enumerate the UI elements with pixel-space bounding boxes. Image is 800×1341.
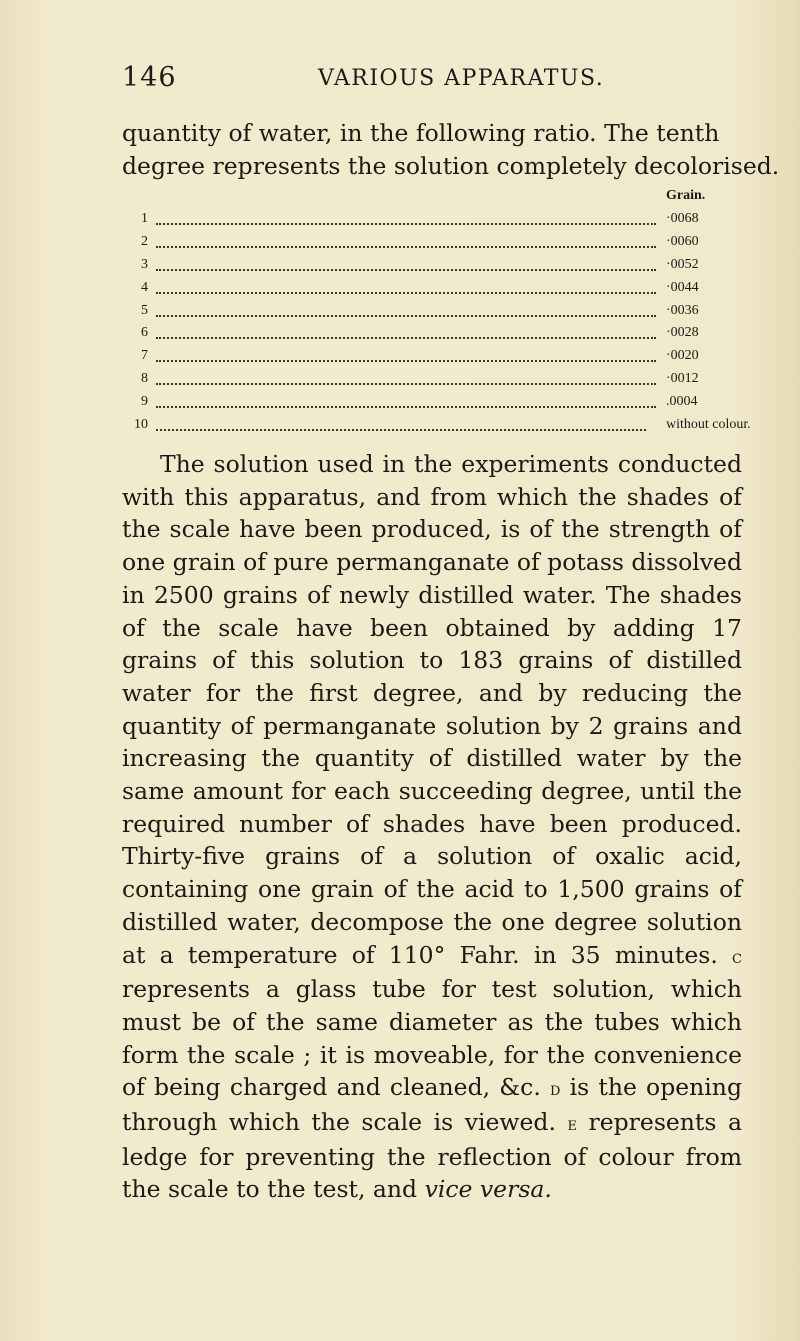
degree-number: 10	[134, 417, 148, 433]
table-row	[122, 303, 742, 326]
table-row	[122, 325, 742, 348]
grain-value: without colour.	[666, 417, 751, 433]
table-row	[122, 371, 742, 394]
degree-number: 2	[141, 233, 148, 249]
page-number: 146	[122, 62, 177, 93]
body-text-part-3: is the opening through which the scale is viewed.	[122, 1073, 742, 1137]
degree-number: 1	[141, 211, 148, 226]
grain-value: ·0036	[666, 302, 699, 318]
page-header	[122, 62, 742, 102]
body-text-part-1: The solution used in the experiments conducted with this apparatus, and from which the shades of the scale have been produced, is of the strength of one grain of pure permanganate of potass dissolved in 2500 grains of newly distilled water. The shades of the scale have been obtained by adding 17 grains of this solution to 183 grains of distilled water for the first degree, and by reducing the quantity of permanganate solution by 2 grains and increasing the quantity of distilled water by the same amount for each succeeding degree, until the required number of shades have been produced. Thirty-five grains of a solution of oxalic acid, containing one grain of the acid to 1,500 grains of distilled water, decompose the one degree solution at a temperature of 110° Fahr. in 35 minutes.	[122, 450, 742, 969]
degree-number: 6	[141, 325, 148, 341]
table-row	[122, 417, 751, 440]
vice-versa-italic: vice versa.	[424, 1175, 552, 1204]
intro-paragraph	[122, 117, 780, 182]
dot-leader	[156, 223, 656, 225]
running-head: VARIOUS APPARATUS.	[318, 66, 605, 91]
grain-value: ·0052	[666, 256, 699, 272]
table-row	[122, 211, 742, 234]
dot-leader	[156, 360, 656, 362]
degree-number: 5	[141, 302, 148, 318]
dot-leader	[156, 337, 656, 339]
dot-leader	[156, 383, 656, 385]
table-row	[122, 394, 742, 417]
body-paragraph	[122, 448, 742, 1206]
body-text-part-4: represents a ledge for preventing the reflection of colour from the scale to the test, and	[122, 1108, 742, 1204]
figure-letter-c: c	[732, 945, 742, 968]
figure-letter-d: d	[550, 1078, 561, 1101]
grain-value: ·0012	[666, 371, 699, 387]
table-row	[122, 348, 742, 371]
degree-number: 3	[141, 256, 148, 272]
dot-leader	[156, 429, 646, 431]
intro-line-2: degree represents the solution completely decolorised.	[122, 151, 780, 180]
table-row	[122, 257, 742, 280]
degree-number: 7	[141, 348, 148, 364]
degree-number: 9	[141, 394, 148, 410]
table-rows	[122, 211, 751, 440]
table-column-header: Grain.	[666, 188, 706, 203]
dot-leader	[156, 406, 656, 408]
degree-number: 4	[141, 279, 148, 295]
intro-line-1: quantity of water, in the following ratio. The tenth	[122, 119, 720, 147]
grain-value: ·0044	[666, 279, 699, 295]
grain-value: ·0028	[666, 325, 699, 341]
grain-value: ·0060	[666, 233, 699, 249]
grain-value: ·0020	[666, 348, 699, 364]
dot-leader	[156, 315, 656, 317]
table-row	[122, 280, 742, 303]
body-text-part-2: represents a glass tube for test solution, which must be of the same diameter as the tubes which form the scale ; it is moveable, for the convenience of being charged and cleaned, &c.	[122, 975, 742, 1102]
figure-letter-e: e	[567, 1113, 577, 1136]
grain-value: ·0068	[666, 211, 699, 226]
grain-value: .0004	[666, 394, 698, 410]
table-row	[122, 234, 742, 257]
dot-leader	[156, 246, 656, 248]
degree-number: 8	[141, 371, 148, 387]
dot-leader	[156, 292, 656, 294]
dot-leader	[156, 269, 656, 271]
